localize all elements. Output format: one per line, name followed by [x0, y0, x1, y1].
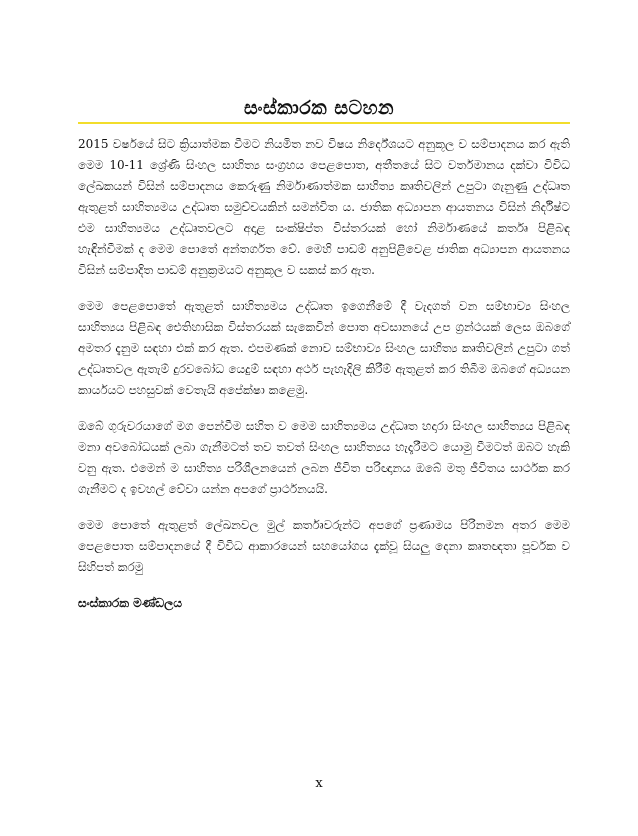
paragraph-4: මෙම පොතේ ඇතුළත් ලේඛනවල මුල් කර්තෘවරුන්ට අපගේ ප්‍රණාමය පිරිනමන අතර මෙම පෙළපොත සම්පාදනයේ දී විවිධ ආකාරයෙන් සහයෝගය දැක්වූ සියලු දෙනා කෘතඥතා පූර්වක ව සිහිපත් කරමු: [78, 518, 570, 574]
paragraph-2: මෙම පෙළපොතේ ඇතුළත් සාහිත්‍යමය උද්ධෘත ඉගෙනීමේ දී වැදගත් වන සම්භාව්‍ය සිංහල සාහිත්‍යය පිළිබඳ ඓතිහාසික විස්තරයක් සැකෙවින් පොත අවසානයේ උප ග්‍රන්ථයක් ලෙස ඔබගේ අමතර දැනුම සඳහා එක් කර ඇත. එපමණක් නොව සම්භාව්‍ය සිංහල සාහිත්‍ය කෘතිවලින් උපුටා ගත් උද්ධෘතවල ඇතැම් දුරවබෝධ යෙදුම් සඳහා අර්ථ පැහැදිලි කිරීම් ඇතුළත් කර තිබීම ඔබගේ අධ්‍යයන කාර්යයට පහසුවක් වෙතැයි අපේක්ෂා කළෙමු.: [78, 299, 570, 397]
paragraph-3: ඔබේ ගුරුවරයාගේ මග පෙන්වීම සහිත ව මෙම සාහිත්‍යමය උද්ධෘත හදාරා සිංහල සාහිත්‍යය පිළිබඳ මනා අවබෝධයක් ලබා ගැනීමටත් තව තවත් සිංහල සාහිත්‍යය හැදෑරීමට යොමු වීමටත් ඔබට හැකි වනු ඇත. එමෙන් ම සාහිත්‍ය පරිශීලනයෙන් ලබන ජීවිත පරිඥානය ඔබේ මතු ජීවිතය සාර්ථක කර ගැනීමට ද ඉවහල් වේවා යන්න අපගේ ප්‍රාර්ථනයයි.: [78, 419, 570, 496]
paragraph-1: 2015 වර්ෂයේ සිට ක්‍රියාත්මක වීමට නියමිත නව විෂය නිර්දේශයට අනුකූල ව සම්පාදනය කර ඇති මෙම 10-11 ශ්‍රේණි සිංහල සාහිත්‍ය සංග්‍රහය පෙළපොත, අතීතයේ සිට වර්තමානය දක්වා විවිධ ලේඛකයන් විසින් සම්පාදනය කෙරුණු නිර්මාණාත්මක සාහිත්‍ය කෘතිවලින් උපුටා ගැනුණු උද්ධෘත ඇතුළත් සාහිත්‍යමය උද්ධෘත සමුච්චයකින් සමන්විත ය. ජාතික අධ්‍යාපන ආයතනය විසින් නිර්දිෂ්ට එම සාහිත්‍යමය උද්ධෘතවලට අදාළ සංක්ෂිප්ත විස්තරයක් හෝ නිර්මාණයේ කර්තෘ පිළිබඳ හැඳින්වීමක් ද මෙම පොතේ අන්තර්ගත වේ. මෙහි පාඩම් අනුපිළිවෙළ ජාතික අධ්‍යාපන ආයතනය විසින් සම්පාදිත පාඩම් අනුක්‍රමයට අනුකූල ව සකස් කර ඇත.: [78, 137, 570, 277]
signature: සංස්කාරක මණ්ඩලය: [78, 596, 182, 610]
page-title: සංස්කාරක සටහන: [243, 97, 395, 119]
document-body: [78, 134, 570, 613]
page-number: x: [315, 776, 323, 791]
title-underline: [78, 122, 570, 124]
